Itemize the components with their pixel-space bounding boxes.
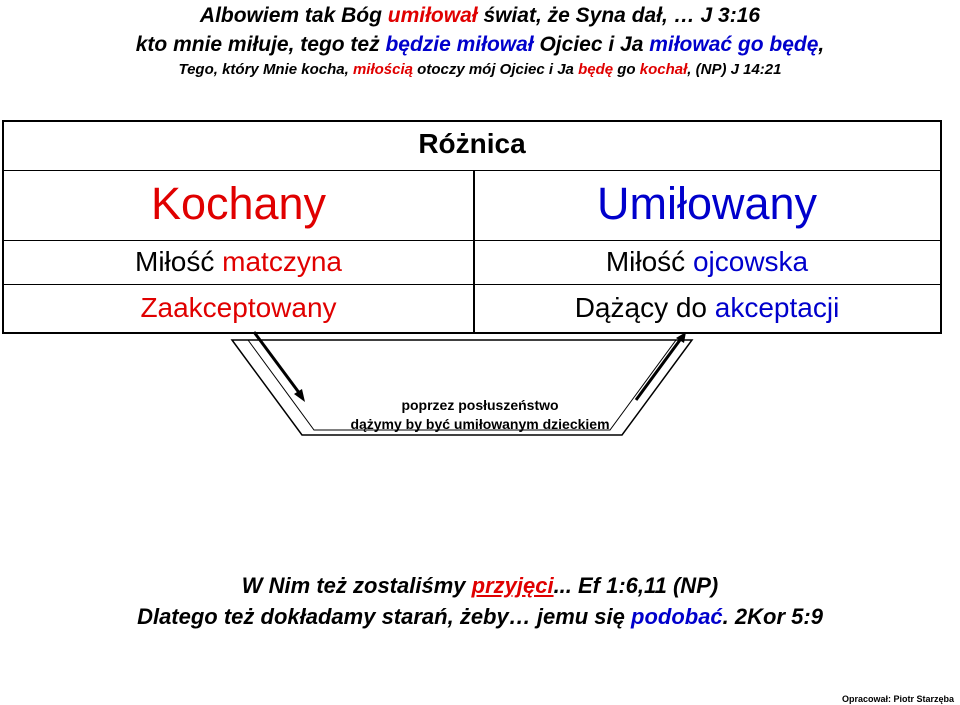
verse2-highlight-b: będzie miłował (385, 33, 534, 56)
verse2-highlight-d: miłować go będę (649, 33, 819, 56)
verse3-text-e: go (613, 61, 640, 78)
right-row1-b: ojcowska (692, 246, 809, 277)
author-credit: Opracował: Piotr Starzęba (841, 694, 954, 704)
verse1-text-a: Albowiem tak Bóg (199, 4, 388, 27)
footer1-c: ... Ef 1:6,11 (NP) (553, 573, 719, 598)
bridge-line1: poprzez posłuszeństwo (401, 397, 559, 413)
verse3-highlight-f: kochał (639, 61, 688, 78)
verse3-text-g: , (NP) J 14:21 (687, 61, 782, 78)
verse2-text-c: Ojciec i Ja (533, 33, 650, 56)
verse-ephesians (0, 573, 960, 599)
verse3-text-c: otoczy mój Ojciec i Ja (413, 61, 579, 78)
footer1-a: W Nim też zostaliśmy (241, 573, 472, 598)
verse1-text-c: świat, że Syna dał, … J 3:16 (477, 4, 761, 27)
right-title: Umiłowany (596, 178, 818, 229)
down-arrow-line (254, 332, 300, 394)
verse1-highlight: umiłował (387, 4, 478, 27)
verse3-text-a: Tego, który Mnie kocha, (178, 61, 353, 78)
right-row2-b: akceptacji (714, 292, 840, 323)
up-arrow-line (636, 340, 680, 400)
verse3-highlight-d: będę (578, 61, 614, 78)
left-row1-a: Miłość (135, 246, 223, 277)
footer1-highlight: przyjęci (471, 573, 554, 598)
right-row2-a: Dążący do (574, 292, 715, 323)
footer2-c: . 2Kor 5:9 (722, 604, 823, 629)
right-row1-a: Miłość (605, 246, 693, 277)
verse2-text-a: kto mnie miłuje, tego też (135, 33, 386, 56)
verse2-text-e: , (818, 33, 825, 56)
left-row2: Zaakceptowany (140, 292, 337, 323)
footer2-a: Dlatego też dokładamy starań, żeby… jemu się (137, 604, 631, 629)
left-row1-b: matczyna (222, 246, 342, 277)
verse-2-corinthians (0, 604, 960, 630)
verse3-highlight-b: miłością (352, 61, 413, 78)
table-header: Różnica (418, 128, 526, 159)
left-title: Kochany (150, 178, 327, 229)
footer2-highlight: podobać (631, 604, 723, 629)
bridge-line2: dążymy by być umiłowanym dzieckiem (350, 416, 610, 432)
